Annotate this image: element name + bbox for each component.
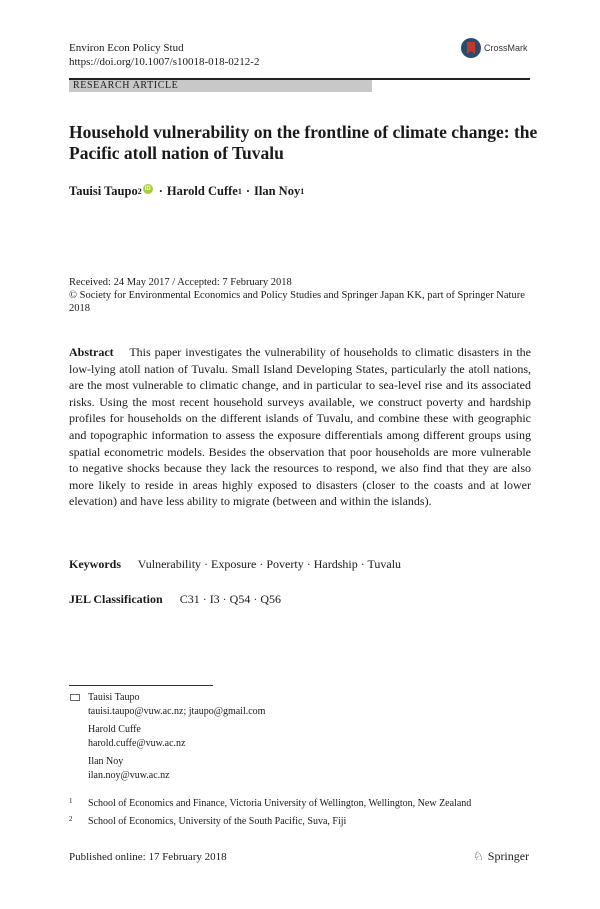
contact-name: Harold Cuffe [88,724,141,735]
author-name[interactable]: Ilan Noy [254,184,301,198]
received-accepted: Received: 24 May 2017 / Accepted: 7 February 2018 [69,277,292,288]
affiliation-number: 1 [69,797,73,805]
contact-email[interactable]: ilan.noy@vuw.ac.nz [88,769,170,781]
doi-link[interactable]: https://doi.org/10.1007/s10018-018-0212-2 [69,56,260,68]
contact-item [88,691,265,718]
copyright: © Society for Environmental Economics and Policy Studies and Springer Japan KK, part of Springer Nature 2018 [69,290,525,314]
crossmark-icon [461,38,481,58]
contact-list [88,691,265,787]
contact-name: Ilan Noy [88,756,124,767]
envelope-icon [70,694,80,701]
author-name[interactable]: Harold Cuffe [166,184,238,198]
keywords [69,557,401,572]
abstract-text: This paper investigates the vulnerability of households to climatic disasters in the low-lying atoll nation of Tuvalu. Small Island Developing States, particularly the atoll nations, are the most vulnerable to climatic change, and in particular to sea-level rise and its associated risks. Using the most recent household surveys available, we construct poverty and hardship profiles for households on the different islands of Tuvalu, and combine these with geographic and topographic information to assess the exposure differentials among different groups using spatial econometric models. Besides the observation that poor households are more vulnerable to negative shocks because they lack the resources to respond, we also find that they are also more likely to reside in areas highly exposed to disasters (closer to the coasts and at lower elevation) and have less ability to migrate (between and within the islands). [69,345,531,509]
affiliation-text: School of Economics and Finance, Victoria University of Wellington, Wellington, New Zealand [88,798,472,809]
contact-email[interactable]: harold.cuffe@vuw.ac.nz [88,737,186,749]
crossmark-label: CrossMark [484,43,528,53]
affiliation-item [69,815,346,828]
affiliation-number: 2 [69,815,73,823]
publisher-name: Springer [487,849,530,863]
jel-label: JEL Classification [69,592,163,606]
orcid-icon[interactable]: iD [144,185,151,192]
article-type-banner: RESEARCH ARTICLE [69,80,372,92]
jel-codes: C31 · I3 · Q54 · Q56 [179,592,282,606]
journal-name: Environ Econ Policy Stud [69,42,184,54]
author-separator: · [158,184,163,198]
published-online: Published online: 17 February 2018 [69,851,227,863]
keywords-list: Vulnerability · Exposure · Poverty · Hardship · Tuvalu [137,557,402,571]
abstract [69,344,531,510]
abstract-label: Abstract [69,345,114,359]
keywords-label: Keywords [69,557,121,571]
publication-dates [69,276,539,315]
author-name[interactable]: Tauisi Taupo [69,184,138,198]
crossmark-badge[interactable] [461,38,528,58]
contact-email[interactable]: tauisi.taupo@vuw.ac.nz; jtaupo@gmail.com [88,705,266,717]
contact-item [88,723,265,750]
paper-title: Household vulnerability on the frontline of climate change: the Pacific atoll nation of Tuvalu [69,122,538,163]
contact-item [88,755,265,782]
jel-classification [69,592,281,607]
contact-name: Tauisi Taupo [88,692,140,703]
author-separator: · [245,184,250,198]
affiliation-item [69,797,471,810]
springer-horse-icon: ♘ [473,849,484,863]
footnote-rule [69,685,213,686]
affiliation-text: School of Economics, University of the South Pacific, Suva, Fiji [88,816,347,827]
author-list: Tauisi Taupo 2 iD · Harold Cuffe 1 · Ilan Noy 1 [69,184,305,198]
springer-logo [473,849,529,864]
